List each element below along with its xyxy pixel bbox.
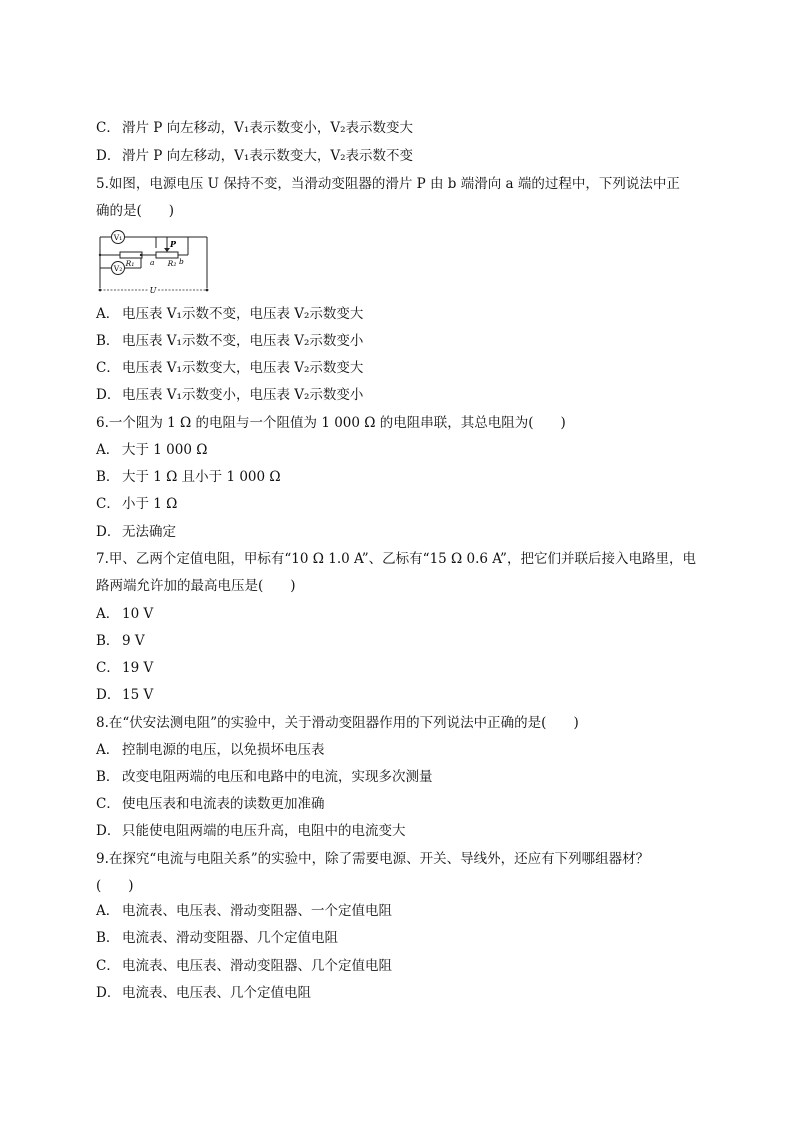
q8-option-c: C． 使电压表和电流表的读数更加准确 (96, 796, 325, 812)
q9-option-d: D． 电流表、电压表、几个定值电阻 (96, 985, 311, 1001)
q7-option-b: B． 9 V (96, 633, 145, 649)
q8-option-d: D． 只能使电阻两端的电压升高，电阻中的电流变大 (96, 823, 406, 839)
p-label: P (170, 239, 177, 249)
b-label: b (179, 257, 184, 266)
q9-stem-line1: 9.在探究“电流与电阻关系”的实验中，除了需要电源、开关、导线外，还应有下列哪组器材？ (96, 851, 650, 867)
q8-option-a: A． 控制电源的电压，以免损坏电压表 (96, 742, 325, 758)
q6-option-b: B． 大于 1 Ω 且小于 1 000 Ω (96, 469, 281, 485)
q6-option-a: A． 大于 1 000 Ω (96, 442, 208, 458)
q7-option-a: A． 10 V (96, 606, 154, 622)
q5-option-b: B． 电压表 V₁示数不变，电压表 V₂示数变小 (96, 333, 364, 349)
q7-stem-line2: 路两端允许加的最高电压是( ) (96, 578, 296, 594)
v1-label: V₁ (113, 233, 123, 242)
a-label: a (150, 258, 155, 267)
q5-option-d: D． 电压表 V₁示数变小，电压表 V₂示数变小 (96, 387, 364, 403)
q9-option-a: A． 电流表、电压表、滑动变阻器、一个定值电阻 (96, 903, 392, 919)
q4-option-d: D． 滑片 P 向左移动，V₁表示数变大，V₂表示数不变 (96, 148, 413, 164)
q5-circuit-diagram (96, 228, 212, 298)
q5-option-a: A． 电压表 V₁示数不变，电压表 V₂示数变大 (96, 306, 364, 322)
q7-stem-line1: 7.甲、乙两个定值电阻，甲标有“10 Ω 1.0 A”、乙标有“15 Ω 0.6 A”，把它们并联后接入电路里，电 (96, 551, 696, 567)
r2-label: R₂ (167, 259, 177, 268)
q8-option-b: B． 改变电阻两端的电压和电路中的电流，实现多次测量 (96, 769, 433, 785)
v2-label: V₂ (113, 264, 123, 273)
q7-option-c: C． 19 V (96, 660, 154, 676)
q5-stem-line2: 确的是( ) (96, 203, 175, 219)
q5-option-c: C． 电压表 V₁示数变大，电压表 V₂示数变大 (96, 360, 364, 376)
q6-option-d: D． 无法确定 (96, 524, 176, 540)
q5-stem-line1: 5.如图，电源电压 U 保持不变，当滑动变阻器的滑片 P 由 b 端滑向 a 端的过程中，下列说法中正 (96, 176, 680, 192)
u-label: U (149, 286, 157, 295)
q7-option-d: D． 15 V (96, 687, 154, 703)
q6-option-c: C． 小于 1 Ω (96, 496, 178, 512)
q9-option-c: C． 电流表、电压表、滑动变阻器、几个定值电阻 (96, 958, 392, 974)
q8-stem: 8.在“伏安法测电阻”的实验中，关于滑动变阻器作用的下列说法中正确的是( ) (96, 715, 579, 731)
q6-stem: 6.一个阻为 1 Ω 的电阻与一个阻值为 1 000 Ω 的电阻串联，其总电阻为( ) (96, 415, 566, 431)
q9-option-b: B． 电流表、滑动变阻器、几个定值电阻 (96, 930, 338, 946)
q4-option-c: C． 滑片 P 向左移动，V₁表示数变小，V₂表示数变大 (96, 120, 413, 136)
r1-label: R₁ (125, 259, 135, 268)
q9-stem-line2: ( ) (96, 878, 134, 894)
